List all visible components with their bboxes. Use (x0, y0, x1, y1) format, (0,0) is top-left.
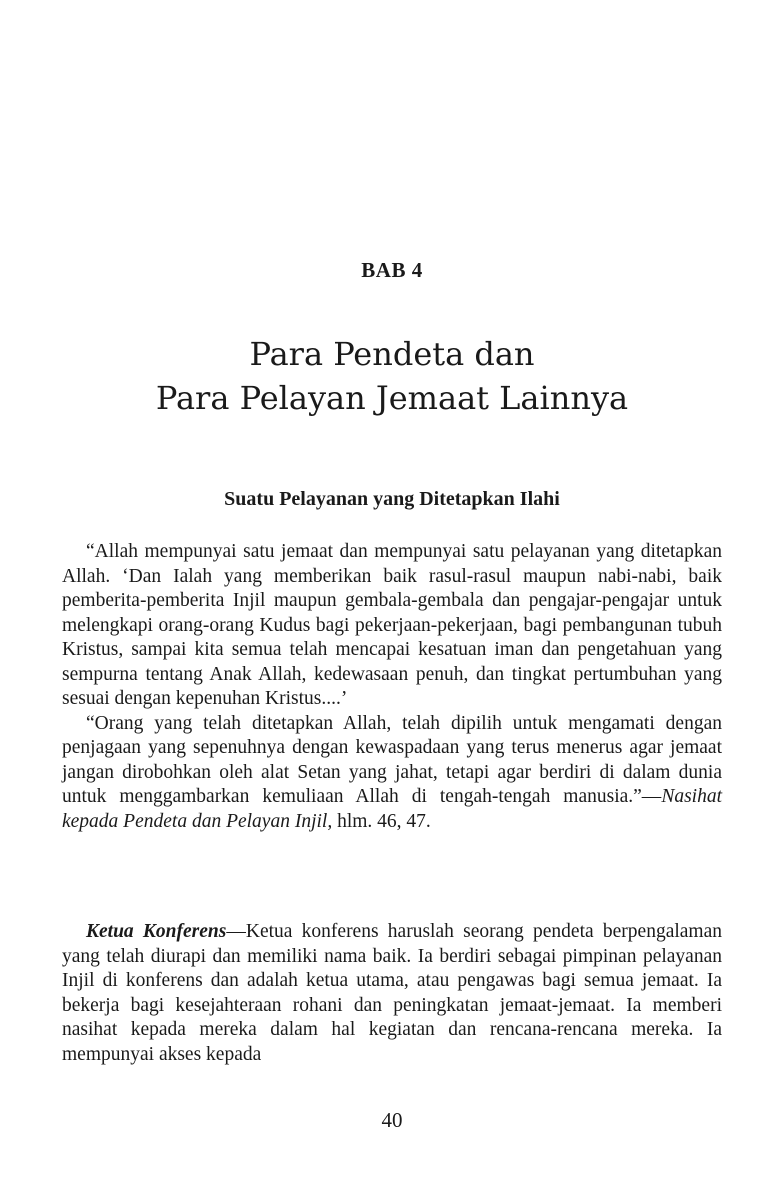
book-page (62, 0, 722, 1200)
chapter-label: BAB 4 (361, 258, 423, 282)
run-in-heading: Ketua Konferens (86, 921, 227, 942)
chapter-title (62, 332, 722, 420)
section-heading: Suatu Pelayanan yang Ditetapkan Ilahi (224, 488, 560, 510)
chapter-title-line-1: Para Pendeta dan (249, 335, 535, 373)
source-title: Nasihat kepada Pendeta dan Pelayan Injil, (62, 786, 722, 832)
paragraph-2-text: “Orang yang telah ditetapkan Allah, telah dipilih untuk mengamati dengan penjagaan yang sepenuhnya dengan kewaspadaan yang terus menerus agar jemaat jangan dirobohkan oleh alat Setan yang jahat, tetapi agar berdiri di dalam dunia untuk menggambarkan kemuliaan Allah di tengah-tengah manusia.”— (62, 712, 722, 807)
chapter-title-line-2: Para Pelayan Jemaat Lainnya (155, 379, 629, 417)
source-pages: hlm. 46, 47. (332, 810, 431, 832)
page-number: 40 (381, 1108, 403, 1132)
quote-block (62, 540, 722, 834)
conference-president-block (62, 920, 722, 1067)
paragraph-2 (62, 712, 722, 835)
paragraph-3 (62, 920, 722, 1067)
paragraph-1: “Allah mempunyai satu jemaat dan mempunyai satu pelayanan yang ditetapkan Allah. ‘Dan Ialah yang memberikan baik rasul-rasul maupun nabi-nabi, baik pemberita-pemberita Injil maupun gembala-gembala dan pengajar-pengajar untuk melengkapi orang-orang Kudus bagi pekerjaan-pekerjaan, bagi pembangunan tubuh Kristus, sampai kita semua telah mencapai kesatuan iman dan pengetahuan yang sempurna tentang Anak Allah, kedewasaan penuh, dan tingkat pertumbuhan yang sesuai dengan kepenuhan Kristus....’ (62, 541, 722, 709)
paragraph-3-text: —Ketua konferens haruslah seorang pendeta berpengalaman yang telah diurapi dan memiliki nama baik. Ia berdiri sebagai pimpinan pelayanan Injil di konferens dan adalah ketua utama, atau pengawas bagi semua jemaat. Ia bekerja bagi kesejahteraan rohani dan peningkatan jemaat-jemaat. Ia memberi nasihat kepada mereka dalam hal kegiatan dan rencana-rencana mereka. Ia mempunyai akses kepada (62, 921, 722, 1065)
